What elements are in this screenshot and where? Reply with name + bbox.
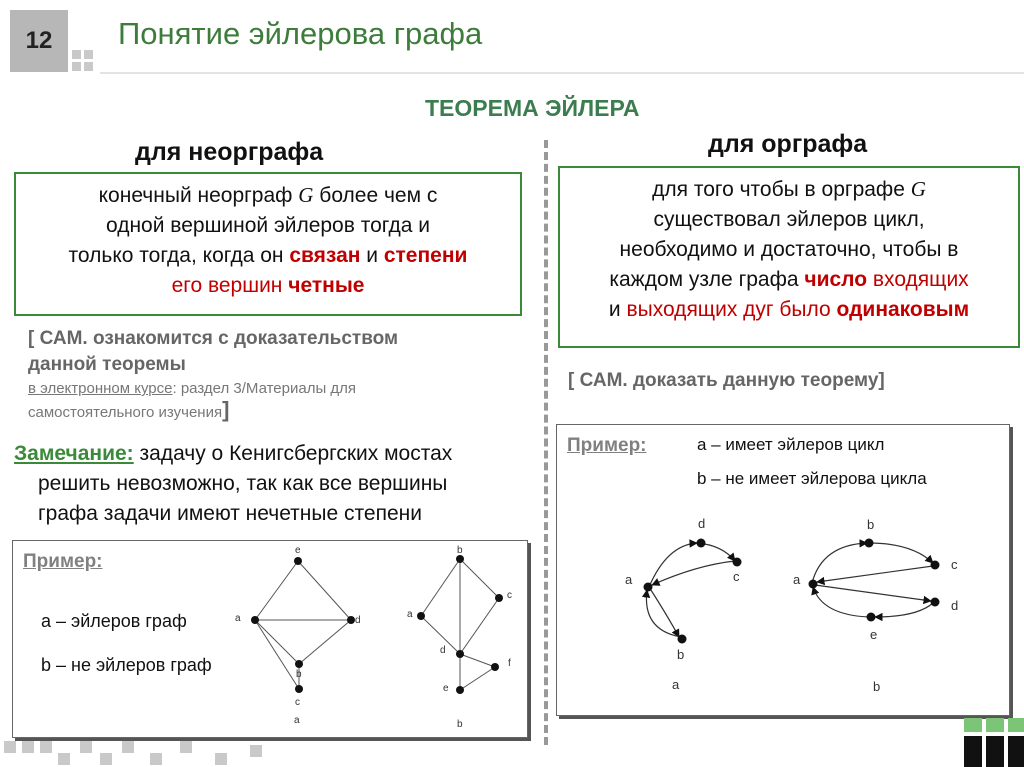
left-box-text: и xyxy=(360,244,384,267)
vertex-a xyxy=(809,580,818,589)
right-box-text: для того чтобы в орграфе xyxy=(652,178,911,201)
left-box-text: более чем с xyxy=(313,184,438,207)
keyword-equal: одинаковым xyxy=(836,298,970,321)
self-study-text: данной теоремы xyxy=(28,354,186,375)
right-box-text: существовал эйлеров цикл, xyxy=(653,208,925,231)
vertex-label: d xyxy=(698,516,706,531)
vertex-c xyxy=(733,558,742,567)
vertex-label: b xyxy=(867,517,875,532)
remark xyxy=(14,439,534,529)
right-theorem-box xyxy=(558,166,1020,348)
vertex-a xyxy=(417,612,425,620)
vertex-label: b xyxy=(296,669,302,680)
vertex-label: c xyxy=(295,697,300,708)
example-label: Пример: xyxy=(567,435,647,456)
left-box-text: только тогда, когда он xyxy=(68,244,290,267)
self-study-text: самостоятельного изучения xyxy=(28,404,223,421)
right-box-text: входящих xyxy=(867,268,969,291)
right-header: для орграфа xyxy=(708,130,868,158)
left-box-text: одной вершиной эйлеров тогда и xyxy=(105,214,430,237)
bracket-open: [ xyxy=(28,328,40,349)
vertex-label: d xyxy=(440,645,446,656)
vertex-label: c xyxy=(507,590,512,601)
vertex-e xyxy=(294,557,302,565)
vertex-d xyxy=(697,539,706,548)
vertex-label: f xyxy=(508,658,511,669)
vertex-label: a xyxy=(793,572,801,587)
graph-caption: b xyxy=(457,719,463,730)
right-box-text: необходимо и достаточно, чтобы в xyxy=(619,238,959,261)
vertex-a xyxy=(644,583,653,592)
vertex-b xyxy=(678,635,687,644)
left-box-text: его вершин xyxy=(171,274,289,297)
vertex-a xyxy=(251,616,259,624)
page-title: Понятие эйлерова графа xyxy=(118,16,483,51)
graph-caption: a xyxy=(672,677,680,692)
graph-a xyxy=(255,561,351,689)
remark-text: решить невозможно, так как все вершины xyxy=(38,472,448,495)
vertex-label: a xyxy=(625,572,633,587)
vertex-c xyxy=(295,685,303,693)
graph-caption: b xyxy=(873,679,881,694)
vertex-c xyxy=(495,594,503,602)
right-self-study-note: [ САМ. доказать данную теорему] xyxy=(568,370,885,391)
vertex-e xyxy=(456,686,464,694)
graph-b xyxy=(421,559,499,690)
left-header: для неорграфа xyxy=(135,138,324,166)
title-divider xyxy=(100,72,1024,74)
right-example-panel xyxy=(556,424,1010,716)
column-divider xyxy=(544,140,548,745)
example-b-text: b – не имеет эйлерова цикла xyxy=(697,469,927,488)
left-example-panel xyxy=(12,540,528,738)
digraph-a xyxy=(646,543,735,637)
vertex-label: a xyxy=(407,609,413,620)
remark-text: графа задачи имеют нечетные степени xyxy=(38,502,422,525)
vertex-label: e xyxy=(295,545,301,556)
theorem-title: ТЕОРЕМА ЭЙЛЕРА xyxy=(425,95,640,121)
electronic-course-link[interactable]: в электронном курсе xyxy=(28,380,173,397)
example-a-text: a – эйлеров граф xyxy=(41,611,187,631)
vertex-b xyxy=(295,660,303,668)
vertex-b xyxy=(456,555,464,563)
remark-text: задачу о Кенигсбергских мостах xyxy=(133,442,453,465)
left-box-text: конечный неорграф xyxy=(98,184,299,207)
footer-dots xyxy=(0,735,300,767)
vertex-label: c xyxy=(951,557,958,572)
vertex-b xyxy=(865,539,874,548)
slide-number: 12 xyxy=(10,10,68,72)
example-b-text: b – не эйлеров граф xyxy=(41,655,212,675)
graph-caption: a xyxy=(294,715,300,726)
keyword-number: число xyxy=(804,268,868,291)
vertex-d xyxy=(456,650,464,658)
corner-logo xyxy=(960,712,1024,767)
vertex-e xyxy=(867,613,876,622)
right-box-text: и xyxy=(608,298,627,321)
vertex-d xyxy=(931,598,940,607)
remark-label: Замечание: xyxy=(14,442,134,465)
left-self-study-note xyxy=(28,326,498,423)
vertex-label: c xyxy=(733,569,740,584)
self-study-text: САМ. ознакомится с доказательством xyxy=(39,328,399,349)
vertex-label: b xyxy=(677,647,685,662)
vertex-f xyxy=(491,663,499,671)
right-box-text: выходящих дуг было xyxy=(626,298,837,321)
header-dots xyxy=(70,48,100,74)
graph-symbol: G xyxy=(298,183,314,207)
vertex-label: e xyxy=(870,627,878,642)
vertex-label: a xyxy=(235,613,241,624)
keyword-degrees: степени xyxy=(383,244,468,267)
example-a-text: a – имеет эйлеров цикл xyxy=(697,435,885,454)
right-box-text: каждом узле графа xyxy=(609,268,805,291)
keyword-connected: связан xyxy=(289,244,361,267)
digraph-b xyxy=(812,543,933,617)
directed-graphs xyxy=(557,425,1009,715)
vertex-label: b xyxy=(457,545,463,556)
graph-symbol: G xyxy=(910,177,926,201)
keyword-even: четные xyxy=(288,274,365,297)
vertex-label: d xyxy=(355,615,361,626)
bracket-close: ] xyxy=(222,397,230,422)
example-label: Пример: xyxy=(23,551,103,572)
left-theorem-box xyxy=(14,172,522,316)
vertex-d xyxy=(347,616,355,624)
vertex-label: e xyxy=(443,683,449,694)
self-study-text: : раздел 3/Материалы для xyxy=(172,380,357,397)
vertex-c xyxy=(931,561,940,570)
vertex-label: d xyxy=(951,598,959,613)
undirected-graphs xyxy=(13,541,527,737)
